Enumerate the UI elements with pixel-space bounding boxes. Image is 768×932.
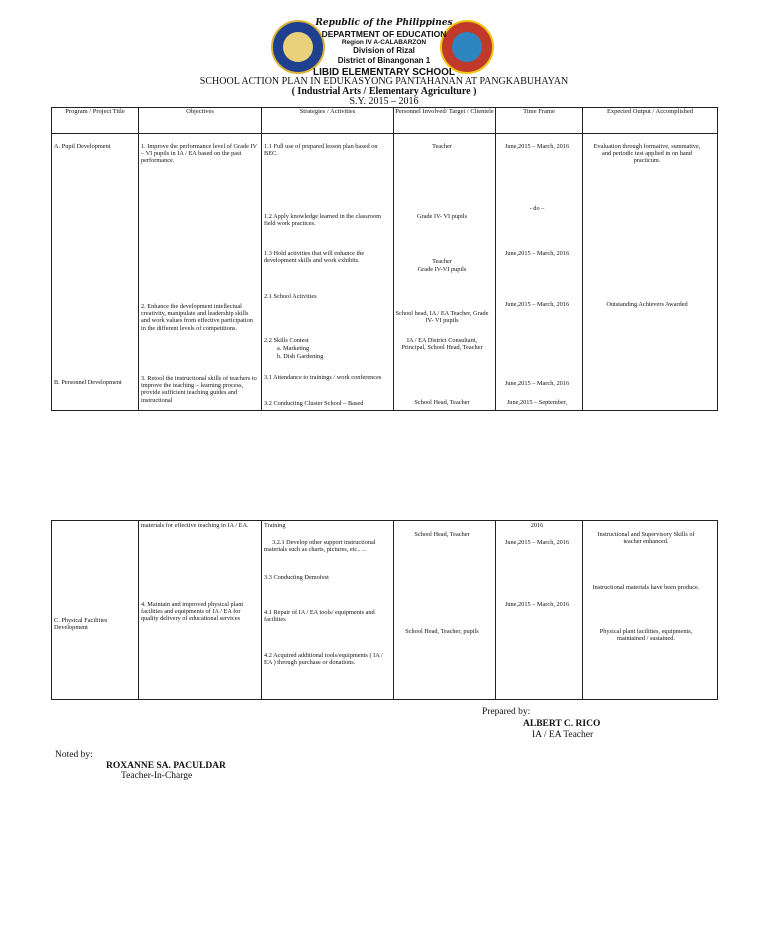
time-frame-5: June,2015 – March, 2016 [504,380,570,387]
program-c-title: C. Physical Facilities Development [54,617,108,632]
personnel-3a: Teacher [432,258,452,265]
time-frame-continued: 2016 [530,522,544,529]
personnel-6: School Head, Teacher [414,399,470,406]
time-frame-1: June,2015 – March, 2016 [504,143,570,150]
strategy-1-1: 1.1 Full use of prepared lesson plan based on BEC. [264,143,378,158]
expected-output-2: Outstanding Achievers Awarded [606,301,688,308]
district-heading: District of Binangonan 1 [337,56,431,65]
preparer-name: ALBERT C. RICO [523,719,601,729]
table-cell [262,134,394,411]
objective-2: 2. Enhance the development intellectual creativity, manipulate and leadership skills and work values from effective participation in the different levels of competitions. [141,303,253,332]
column-header-program: Program / Project Title [52,108,139,134]
strategy-2-1: 2.1 School Activities [264,293,317,300]
strategy-1-3: 1.3 Hold activities that will enhance the development skills and work exhibits. [264,250,365,265]
personnel-p2-2: School Head, Teacher, pupils [405,628,479,635]
table-cell [52,521,139,700]
personnel-p2-1: School Head, Teacher [414,531,470,538]
time-frame-4: June,2015 – March, 2016 [504,301,570,308]
table-cell [583,521,718,700]
personnel-4: School head, IA / EA Teacher, Grade IV- VI pupils [395,310,489,325]
program-a-title: A. Pupil Development [54,143,111,150]
objective-3-continued: materials for effective teaching in IA / EA. [141,522,249,529]
strategy-1-2: 1.2 Apply knowledge learned in the classroom field work practices. [264,213,381,228]
table-cell [52,134,139,411]
prepared-by-label: Prepared by: [482,707,531,717]
expected-output-1: Evaluation through formative, summative, and periodic test applied in on hand practicum. [593,143,701,165]
column-header-objectives: Objectives [139,108,262,134]
republic-heading: Republic of the Philippines [315,18,453,28]
strategy-training: Training [264,522,286,529]
personnel-2: Grade IV- VI pupils [416,213,468,220]
personnel-5: IA / EA District Consultant, Principal, School Head, Teacher [401,337,483,352]
school-name: LIBID ELEMENTARY SCHOOL [312,67,456,78]
table-cell [583,134,718,411]
time-frame-3: June,2015 – March, 2016 [504,250,570,257]
strategy-3-3: 3.3 Conducting Demofest [264,574,329,581]
noter-name: ROXANNE SA. PACULDAR [106,761,226,771]
time-frame-p2-2: June,2015 – March, 2016 [504,601,570,608]
objective-4: 4. Maintain and improved physical plant facilities and equipments of IA / EA for quality delivery of educational services [141,601,244,623]
column-header-time-frame: Time Frame [496,108,583,134]
preparer-title: IA / EA Teacher [532,730,594,740]
time-frame-p2-1: June,2015 – March, 2016 [504,539,570,546]
table-cell [496,521,583,700]
school-year: S.Y. 2015 – 2016 [349,96,419,107]
strategy-2-2-b: b. Dish Gardening [277,353,324,360]
objective-1: 1. Improve the performance level of Grade IV – VI pupils in IA / EA based on the past performance. [141,143,257,165]
expected-output-p2-1: Instructional and Supervisory Skills of teacher enhanced. [597,531,695,546]
objective-3: 3. Retool the instructional skills of teachers to improve the teaching – learning process, provide sufficient teaching guides and instructional [141,375,257,404]
strategy-3-1: 3.1 Attendance to trainings / work conferences [264,374,382,381]
plan-subtitle: ( Industrial Arts / Elementary Agriculture ) [291,86,477,97]
noted-by-label: Noted by: [55,750,93,760]
column-header-expected-output: Expected Output / Accomplished [583,108,718,134]
expected-output-p2-2: Instructional materials have been produce. [592,584,700,591]
strategy-4-1: 4.1 Repair of IA / EA tools/ equipments and facilities [264,609,375,624]
department-heading: DEPARTMENT OF EDUCATION [321,29,447,39]
strategy-2-2: 2.2 Skills Contest [264,337,309,344]
personnel-1: Teacher [432,143,452,150]
region-heading: Region IV A-CALABARZON [341,39,427,46]
table-cell [394,521,496,700]
division-heading: Division of Rizal [353,46,415,55]
strategy-3-2: 3.2 Conducting Cluster School – Based [264,400,364,407]
noter-title: Teacher-In-Charge [121,771,193,781]
table-cell [139,134,262,411]
personnel-3b: Grade IV-VI pupils [417,266,467,273]
table-cell [496,134,583,411]
column-header-personnel: Personnel Involved/ Target / Clientele [394,108,496,134]
column-header-strategies: Strategies / Activities [262,108,394,134]
time-frame-6: June,2015 – September, [506,399,568,406]
strategy-2-2-a: a. Marketing [277,345,310,352]
strategy-3-2-1: 3.2.1 Develop other support instructional materials such as charts, pictures, etc.…. [264,539,376,554]
time-frame-2: - do – [529,205,545,212]
plan-title: SCHOOL ACTION PLAN IN EDUKASYONG PANTAHANAN AT PANGKABUHAYAN [199,76,569,87]
expected-output-p2-3: Physical plant facilities, equipments, maintained / sustained. [599,628,693,643]
program-b-title: B. Personnel Development [54,379,122,386]
strategy-4-2: 4.2 Acquired additional tools/equipments ( IA / EA ) through purchase or donations. [264,652,383,667]
